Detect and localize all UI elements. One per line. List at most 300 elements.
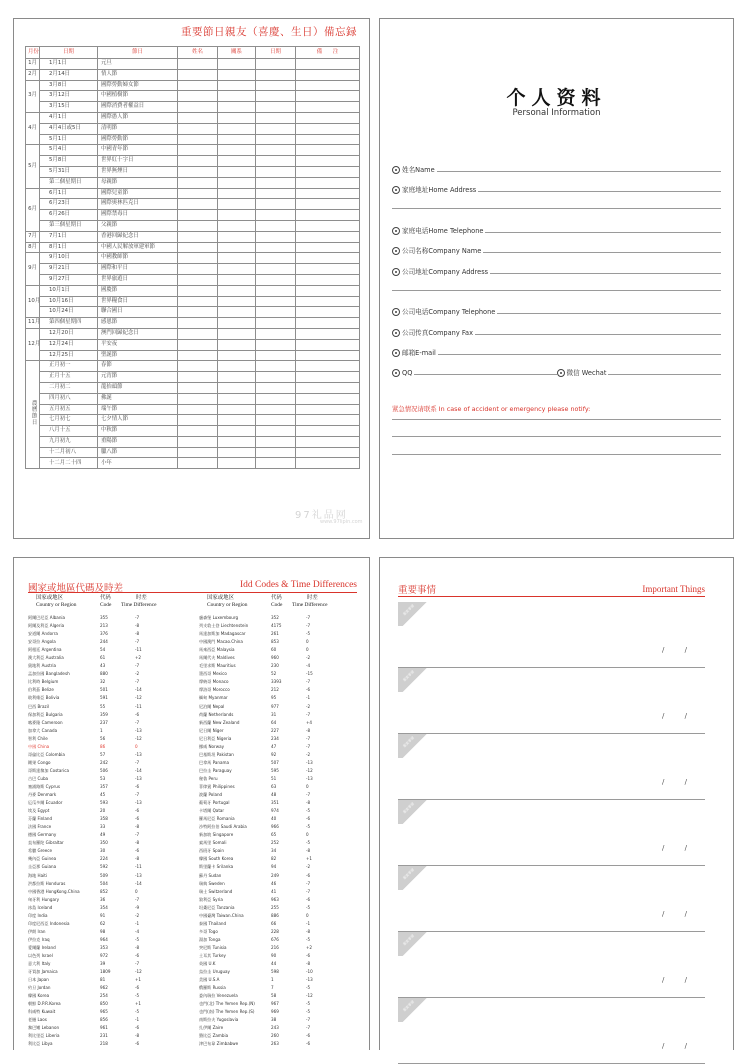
idd-row — [28, 751, 190, 759]
idd-country: 摩納哥 Monaco — [199, 679, 229, 685]
memo-cell[interactable] — [218, 188, 256, 199]
holiday-row — [26, 242, 360, 253]
idd-country: 多哥 Togo — [199, 928, 218, 934]
holiday-row — [26, 220, 360, 231]
memo-cell[interactable] — [178, 350, 218, 361]
memo-cell[interactable] — [178, 123, 218, 134]
idd-time-diff: -7 — [306, 679, 311, 685]
memo-cell[interactable] — [178, 339, 218, 350]
memo-cell[interactable] — [256, 112, 296, 123]
memo-cell[interactable] — [256, 264, 296, 275]
idd-code: 595 — [271, 767, 279, 773]
idd-country: 土耳其 Turkey — [199, 952, 226, 958]
idd-country: 波蘭 Poland — [199, 792, 223, 798]
holiday-row — [26, 199, 360, 210]
idd-code: 501 — [100, 687, 108, 693]
idd-row — [28, 880, 190, 888]
important-entry[interactable] — [398, 932, 705, 998]
idd-time-diff: 0 — [306, 783, 309, 789]
memo-cell[interactable] — [296, 436, 360, 447]
memo-cell[interactable] — [218, 372, 256, 383]
idd-time-diff: 0 — [135, 743, 138, 749]
holiday-date: 第三個星期日 — [40, 220, 98, 231]
holiday-name: 小年 — [98, 458, 178, 469]
memo-cell[interactable] — [218, 199, 256, 210]
memo-cell[interactable] — [218, 382, 256, 393]
idd-row — [28, 1000, 190, 1008]
idd-code: 63 — [271, 783, 277, 789]
memo-cell[interactable] — [296, 447, 360, 458]
memo-cell[interactable] — [178, 447, 218, 458]
memo-cell[interactable] — [218, 393, 256, 404]
idd-row — [28, 912, 190, 920]
memo-cell[interactable] — [178, 210, 218, 221]
idd-time-diff: -5 — [306, 824, 311, 830]
memo-cell[interactable] — [296, 69, 360, 80]
holiday-row — [26, 274, 360, 285]
idd-row — [28, 968, 190, 976]
memo-cell[interactable] — [178, 231, 218, 242]
idd-time-diff: -7 — [135, 896, 140, 902]
idd-row — [28, 984, 190, 992]
memo-cell[interactable] — [256, 307, 296, 318]
idd-code: 216 — [271, 944, 279, 950]
holiday-row — [26, 80, 360, 91]
idd-row — [199, 799, 361, 807]
memo-cell[interactable] — [218, 166, 256, 177]
home-phone-field[interactable] — [392, 221, 721, 235]
memo-cell[interactable] — [296, 264, 360, 275]
memo-cell[interactable] — [256, 447, 296, 458]
memo-cell[interactable] — [218, 123, 256, 134]
holiday-header-cell: 關系 — [218, 47, 256, 59]
holiday-name: 國際兒童節 — [98, 188, 178, 199]
code-header-en: Code — [100, 602, 112, 608]
memo-cell[interactable] — [256, 436, 296, 447]
memo-cell[interactable] — [256, 458, 296, 469]
idd-time-diff: -7 — [135, 679, 140, 685]
home-address-label: 家庭地址Home Address — [402, 186, 477, 194]
memo-cell[interactable] — [218, 447, 256, 458]
memo-cell[interactable] — [296, 426, 360, 437]
idd-time-diff: -8 — [306, 800, 311, 806]
memo-cell[interactable] — [178, 59, 218, 70]
memo-cell[interactable] — [178, 264, 218, 275]
memo-cell[interactable] — [178, 156, 218, 167]
memo-cell[interactable] — [218, 339, 256, 350]
idd-code: 249 — [271, 872, 279, 878]
idd-row — [199, 831, 361, 839]
idd-time-diff: -6 — [135, 711, 140, 717]
company-address-line[interactable] — [392, 290, 721, 291]
emergency-line-3[interactable] — [392, 454, 721, 455]
email-field[interactable] — [392, 343, 721, 357]
company-fax-field[interactable] — [392, 323, 721, 337]
memo-cell[interactable] — [296, 458, 360, 469]
idd-country: 以色列 Israel — [28, 952, 53, 958]
idd-row — [199, 880, 361, 888]
idd-time-diff: -7 — [135, 759, 140, 765]
memo-cell[interactable] — [218, 112, 256, 123]
idd-time-diff: -2 — [306, 751, 311, 757]
memo-cell[interactable] — [218, 328, 256, 339]
memo-cell[interactable] — [178, 80, 218, 91]
memo-cell[interactable] — [218, 80, 256, 91]
home-address-line[interactable] — [392, 208, 721, 209]
memo-cell[interactable] — [178, 134, 218, 145]
idd-code: 213 — [100, 623, 108, 629]
memo-cell[interactable] — [256, 372, 296, 383]
memo-cell[interactable] — [296, 372, 360, 383]
idd-row — [28, 1016, 190, 1024]
time-header-cn: 时差 — [136, 595, 147, 601]
idd-code: 56 — [100, 735, 106, 741]
memo-cell[interactable] — [218, 458, 256, 469]
qq-label: QQ — [402, 369, 413, 377]
memo-cell[interactable] — [296, 156, 360, 167]
home-address-field[interactable] — [392, 180, 721, 194]
memo-cell[interactable] — [218, 296, 256, 307]
memo-cell[interactable] — [296, 285, 360, 296]
memo-cell[interactable] — [296, 415, 360, 426]
memo-cell[interactable] — [256, 296, 296, 307]
memo-cell[interactable] — [256, 339, 296, 350]
idd-country: 保加利亞 Bulgaria — [28, 711, 63, 717]
memo-cell[interactable] — [178, 328, 218, 339]
memo-cell[interactable] — [256, 59, 296, 70]
holiday-name: 世界紅十字日 — [98, 156, 178, 167]
idd-country: 卡塔爾 Qatar — [199, 808, 225, 814]
memo-cell[interactable] — [256, 253, 296, 264]
memo-cell[interactable] — [218, 350, 256, 361]
memo-cell[interactable] — [218, 134, 256, 145]
idd-code: 45 — [100, 792, 106, 798]
memo-cell[interactable] — [256, 328, 296, 339]
watermark-url: www.97lipin.com — [320, 519, 363, 525]
idd-country: 也門(北) The Yemen Rep.(N) — [199, 1001, 255, 1007]
idd-country: 利比亞 Libya — [28, 1041, 53, 1047]
idd-time-diff: -8 — [135, 824, 140, 830]
memo-cell[interactable] — [178, 296, 218, 307]
important-entry[interactable] — [398, 800, 705, 866]
memo-cell[interactable] — [178, 69, 218, 80]
memo-cell[interactable] — [296, 166, 360, 177]
memo-cell[interactable] — [178, 318, 218, 329]
memo-cell[interactable] — [256, 134, 296, 145]
holiday-name: 中國植樹節 — [98, 91, 178, 102]
idd-code: 91 — [100, 912, 106, 918]
entry-date-slots: / / — [662, 1042, 687, 1050]
idd-country: 剛果 Congo — [28, 759, 51, 765]
company-icon — [392, 247, 400, 255]
month-label: 農曆節日 — [30, 399, 37, 426]
memo-cell[interactable] — [256, 382, 296, 393]
company-phone-field[interactable] — [392, 302, 721, 316]
idd-code: 57 — [100, 751, 106, 757]
memo-cell[interactable] — [256, 80, 296, 91]
important-entry[interactable] — [398, 668, 705, 734]
idd-code: 224 — [100, 856, 108, 862]
holiday-date: 7月1日 — [40, 231, 98, 242]
holiday-name: 世界旅遊日 — [98, 274, 178, 285]
idd-country: 芬蘭 Finland — [28, 816, 53, 822]
idd-row — [199, 775, 361, 783]
memo-cell[interactable] — [256, 177, 296, 188]
holiday-date: 七月初七 — [40, 415, 98, 426]
memo-cell[interactable] — [178, 253, 218, 264]
memo-cell[interactable] — [296, 220, 360, 231]
idd-time-diff: -14 — [135, 767, 142, 773]
idd-row — [28, 783, 190, 791]
memo-cell[interactable] — [296, 123, 360, 134]
memo-cell[interactable] — [296, 307, 360, 318]
holiday-row — [26, 436, 360, 447]
memo-cell[interactable] — [178, 393, 218, 404]
memo-cell[interactable] — [218, 177, 256, 188]
memo-cell[interactable] — [296, 350, 360, 361]
memo-cell[interactable] — [296, 404, 360, 415]
idd-code: 509 — [100, 872, 108, 878]
qq-field[interactable] — [392, 369, 557, 377]
memo-cell[interactable] — [256, 393, 296, 404]
memo-cell[interactable] — [178, 242, 218, 253]
emergency-line-2[interactable] — [392, 436, 721, 437]
memo-cell[interactable] — [256, 166, 296, 177]
memo-cell[interactable] — [256, 350, 296, 361]
memo-cell[interactable] — [296, 231, 360, 242]
memo-cell[interactable] — [296, 253, 360, 264]
memo-cell[interactable] — [296, 112, 360, 123]
memo-cell[interactable] — [256, 404, 296, 415]
holiday-row — [26, 102, 360, 113]
memo-cell[interactable] — [296, 91, 360, 102]
idd-code: 244 — [100, 639, 108, 645]
holiday-memo-page — [13, 18, 370, 539]
memo-cell[interactable] — [296, 242, 360, 253]
memo-cell[interactable] — [296, 296, 360, 307]
idd-time-diff: -12 — [135, 969, 142, 975]
memo-cell[interactable] — [256, 188, 296, 199]
idd-country: 馬達加斯加 Madagascar — [199, 631, 246, 637]
memo-cell[interactable] — [256, 242, 296, 253]
entry-corner-tab — [398, 668, 432, 692]
memo-cell[interactable] — [178, 361, 218, 372]
memo-cell[interactable] — [256, 231, 296, 242]
entry-tab-label: 重要事情 — [402, 999, 416, 1013]
important-entry[interactable] — [398, 602, 705, 668]
memo-cell[interactable] — [256, 69, 296, 80]
idd-row — [28, 992, 190, 1000]
idd-row — [199, 960, 361, 968]
idd-country: 玻利維亞 Bolivia — [28, 695, 60, 701]
idd-row — [199, 936, 361, 944]
wechat-field[interactable] — [557, 367, 722, 377]
idd-time-diff: -13 — [306, 977, 313, 983]
important-entry[interactable] — [398, 998, 705, 1064]
memo-cell[interactable] — [218, 404, 256, 415]
memo-cell[interactable] — [218, 145, 256, 156]
idd-code: 593 — [100, 800, 108, 806]
idd-code: 591 — [100, 695, 108, 701]
memo-cell[interactable] — [178, 91, 218, 102]
memo-cell[interactable] — [178, 145, 218, 156]
memo-cell[interactable] — [178, 112, 218, 123]
memo-cell[interactable] — [178, 372, 218, 383]
company-name-field[interactable] — [392, 241, 721, 255]
memo-cell[interactable] — [256, 274, 296, 285]
memo-cell[interactable] — [178, 404, 218, 415]
idd-country: 中國香港 HongKong.China — [28, 888, 80, 894]
idd-time-diff: -7 — [306, 1025, 311, 1031]
entry-tab-label: 重要事情 — [402, 933, 416, 947]
important-entry[interactable] — [398, 866, 705, 932]
holiday-row — [26, 393, 360, 404]
memo-cell[interactable] — [256, 285, 296, 296]
memo-cell[interactable] — [256, 361, 296, 372]
memo-cell[interactable] — [218, 102, 256, 113]
memo-cell[interactable] — [256, 91, 296, 102]
memo-cell[interactable] — [178, 220, 218, 231]
memo-cell[interactable] — [256, 156, 296, 167]
phone-icon — [392, 308, 400, 316]
memo-cell[interactable] — [178, 199, 218, 210]
memo-cell[interactable] — [178, 307, 218, 318]
memo-cell[interactable] — [218, 426, 256, 437]
idd-time-diff: -13 — [306, 759, 313, 765]
memo-cell[interactable] — [178, 382, 218, 393]
entry-date-slots: / / — [662, 646, 687, 654]
memo-cell[interactable] — [178, 102, 218, 113]
memo-cell[interactable] — [218, 59, 256, 70]
holiday-name: 國際愚人節 — [98, 112, 178, 123]
memo-cell[interactable] — [178, 426, 218, 437]
memo-cell[interactable] — [296, 328, 360, 339]
holiday-row — [26, 415, 360, 426]
emergency-line-1[interactable] — [392, 419, 721, 420]
idd-country: 安哥拉 Angola — [28, 639, 56, 645]
idd-row — [199, 743, 361, 751]
memo-cell[interactable] — [218, 415, 256, 426]
idd-row — [199, 1040, 361, 1048]
memo-cell[interactable] — [256, 102, 296, 113]
holiday-date: 正月初一 — [40, 361, 98, 372]
company-address-field[interactable] — [392, 262, 721, 276]
memo-cell[interactable] — [218, 285, 256, 296]
memo-cell[interactable] — [296, 393, 360, 404]
idd-code: 86 — [100, 743, 106, 749]
idd-code: 48 — [271, 792, 277, 798]
idd-code: 353 — [100, 944, 108, 950]
memo-cell[interactable] — [256, 199, 296, 210]
memo-cell[interactable] — [178, 274, 218, 285]
memo-cell[interactable] — [296, 134, 360, 145]
idd-code: 51 — [271, 775, 277, 781]
memo-cell[interactable] — [256, 415, 296, 426]
memo-cell[interactable] — [178, 188, 218, 199]
memo-cell[interactable] — [218, 231, 256, 242]
idd-time-diff: -2 — [306, 703, 311, 709]
memo-cell[interactable] — [296, 339, 360, 350]
idd-country: 伯利茲 Belize — [28, 687, 54, 693]
idd-country: 敘利亞 Syria — [199, 896, 223, 902]
memo-cell[interactable] — [178, 177, 218, 188]
memo-cell[interactable] — [218, 436, 256, 447]
memo-cell[interactable] — [178, 166, 218, 177]
holiday-name: 中國人民解放軍建軍節 — [98, 242, 178, 253]
idd-rows-right — [199, 614, 361, 1049]
idd-time-diff: -7 — [306, 711, 311, 717]
memo-cell[interactable] — [296, 80, 360, 91]
memo-cell[interactable] — [218, 318, 256, 329]
idd-country: 孟加拉國 Bangladesh — [28, 671, 70, 677]
memo-cell[interactable] — [218, 274, 256, 285]
important-entry[interactable] — [398, 734, 705, 800]
idd-country: 馬爾代夫 Maldives — [199, 655, 235, 661]
idd-country: 比利時 Belgium — [28, 679, 59, 685]
memo-cell[interactable] — [218, 210, 256, 221]
memo-cell[interactable] — [218, 361, 256, 372]
memo-cell[interactable] — [296, 210, 360, 221]
memo-cell[interactable] — [296, 318, 360, 329]
idd-country: 南斯拉夫 Yugoslavia — [199, 1017, 239, 1023]
memo-cell[interactable] — [218, 253, 256, 264]
idd-row — [28, 831, 190, 839]
memo-cell[interactable] — [256, 123, 296, 134]
idd-time-diff: -8 — [306, 727, 311, 733]
memo-cell[interactable] — [296, 199, 360, 210]
memo-cell[interactable] — [178, 415, 218, 426]
memo-cell[interactable] — [296, 188, 360, 199]
idd-country: 印度尼西亞 Indonesia — [28, 920, 70, 926]
memo-cell[interactable] — [218, 69, 256, 80]
memo-cell[interactable] — [218, 242, 256, 253]
idd-code: 52 — [271, 671, 277, 677]
idd-time-diff: -6 — [306, 687, 311, 693]
idd-time-diff: -7 — [135, 615, 140, 620]
memo-cell[interactable] — [256, 210, 296, 221]
memo-cell[interactable] — [296, 59, 360, 70]
memo-cell[interactable] — [296, 361, 360, 372]
memo-cell[interactable] — [178, 458, 218, 469]
idd-time-diff: -8 — [135, 631, 140, 637]
memo-cell[interactable] — [256, 318, 296, 329]
memo-cell[interactable] — [178, 285, 218, 296]
memo-cell[interactable] — [296, 177, 360, 188]
memo-cell[interactable] — [178, 436, 218, 447]
memo-cell[interactable] — [256, 220, 296, 231]
memo-cell[interactable] — [296, 382, 360, 393]
holiday-date: 5月1日 — [40, 134, 98, 145]
idd-row — [28, 703, 190, 711]
memo-cell[interactable] — [256, 426, 296, 437]
idd-row — [28, 694, 190, 702]
month-cell: 11月 — [26, 318, 40, 329]
memo-cell[interactable] — [218, 156, 256, 167]
idd-code: 7 — [271, 985, 274, 991]
idd-time-diff: 0 — [135, 888, 138, 894]
idd-time-diff: -2 — [135, 912, 140, 918]
memo-cell[interactable] — [218, 91, 256, 102]
memo-cell[interactable] — [296, 274, 360, 285]
name-field[interactable] — [392, 160, 721, 174]
memo-cell[interactable] — [256, 145, 296, 156]
memo-cell[interactable] — [218, 264, 256, 275]
memo-cell[interactable] — [218, 220, 256, 231]
memo-cell[interactable] — [218, 307, 256, 318]
memo-cell[interactable] — [296, 145, 360, 156]
holiday-row — [26, 296, 360, 307]
memo-cell[interactable] — [296, 102, 360, 113]
